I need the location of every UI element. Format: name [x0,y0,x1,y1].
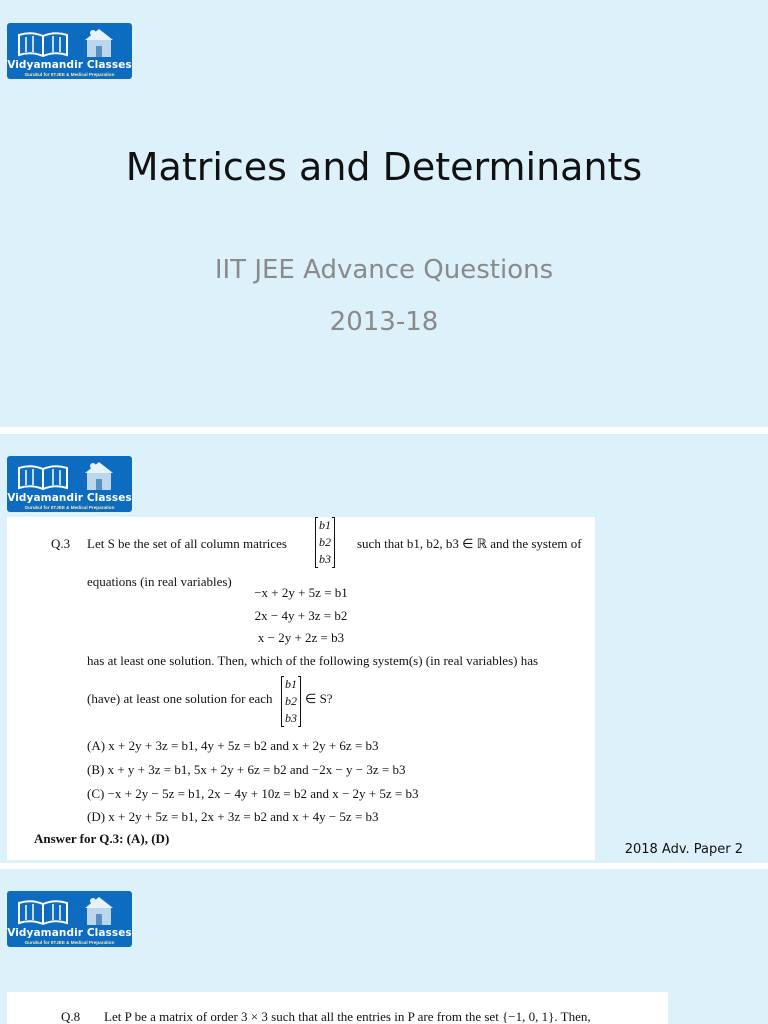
matrix-entry: b1 [319,518,331,532]
question-text: Let P be a matrix of order 3 × 3 such that all the entries in P are from the set {−1, 0, 1}. Then, [104,1009,591,1024]
question-slide-q8 [0,869,768,1024]
brand-tagline: Gurukul for IITJEE & Medical Preparation [24,72,115,77]
slide-subtitle: IIT JEE Advance Questions [214,255,554,285]
open-book-icon [17,899,69,925]
question-text: such that b1, b2, b3 ∈ ℝ and the system of [357,536,582,551]
question-image [7,517,595,860]
matrix-entry: b2 [319,535,331,549]
question-text: has at least one solution. Then, which of the following system(s) (in real variables) has [87,653,539,668]
source-label: 2018 Adv. Paper 2 [624,842,743,857]
matrix-entry: b3 [319,552,331,566]
question-number: Q.8 [61,1009,81,1024]
temple-icon [83,895,117,927]
column-matrix [315,517,335,568]
question-number: Q.3 [51,536,71,551]
brand-name: Vidyamandir Classes [7,927,132,939]
question-text: Let S be the set of all column matrices [87,536,287,551]
matrix-entry: b2 [285,694,297,708]
question-text: equations (in real variables) [87,574,232,589]
title-slide [0,0,768,427]
brand-name: Vidyamandir Classes [7,59,132,71]
vidyamandir-logo [7,23,132,79]
column-matrix [281,676,301,727]
equation: −x + 2y + 5z = b1 [254,585,348,600]
equation: x − 2y + 2z = b3 [257,630,345,645]
brand-tagline: Gurukul for IITJEE & Medical Preparation [24,505,115,510]
slide-years: 2013-18 [329,307,439,337]
slide-title: Matrices and Determinants [125,145,643,189]
question-slide-q3 [0,434,768,863]
matrix-entry: b1 [285,677,297,691]
answer-text: Answer for Q.3: (A), (D) [34,831,170,846]
question-text: ∈ S? [305,691,333,706]
question-text: (have) at least one solution for each [87,691,273,706]
brand-tagline: Gurukul for IITJEE & Medical Preparation [24,940,115,945]
temple-icon [83,27,117,59]
temple-icon [83,460,117,492]
option-c: (C) −x + 2y − 5z = b1, 2x − 4y + 10z = b2 and x − 2y + 5z = b3 [87,786,419,801]
vidyamandir-logo [7,456,132,512]
option-b: (B) x + y + 3z = b1, 5x + 2y + 6z = b2 and −2x − y − 3z = b3 [87,762,406,777]
brand-name: Vidyamandir Classes [7,492,132,504]
open-book-icon [17,464,69,490]
option-d: (D) x + 2y + 5z = b1, 2x + 3z = b2 and x + 4y − 5z = b3 [87,809,379,824]
matrix-entry: b3 [285,711,297,725]
open-book-icon [17,31,69,57]
option-a: (A) x + 2y + 3z = b1, 4y + 5z = b2 and x + 2y + 6z = b3 [87,738,379,753]
equation: 2x − 4y + 3z = b2 [254,608,348,623]
question-image [7,992,668,1024]
vidyamandir-logo [7,891,132,947]
